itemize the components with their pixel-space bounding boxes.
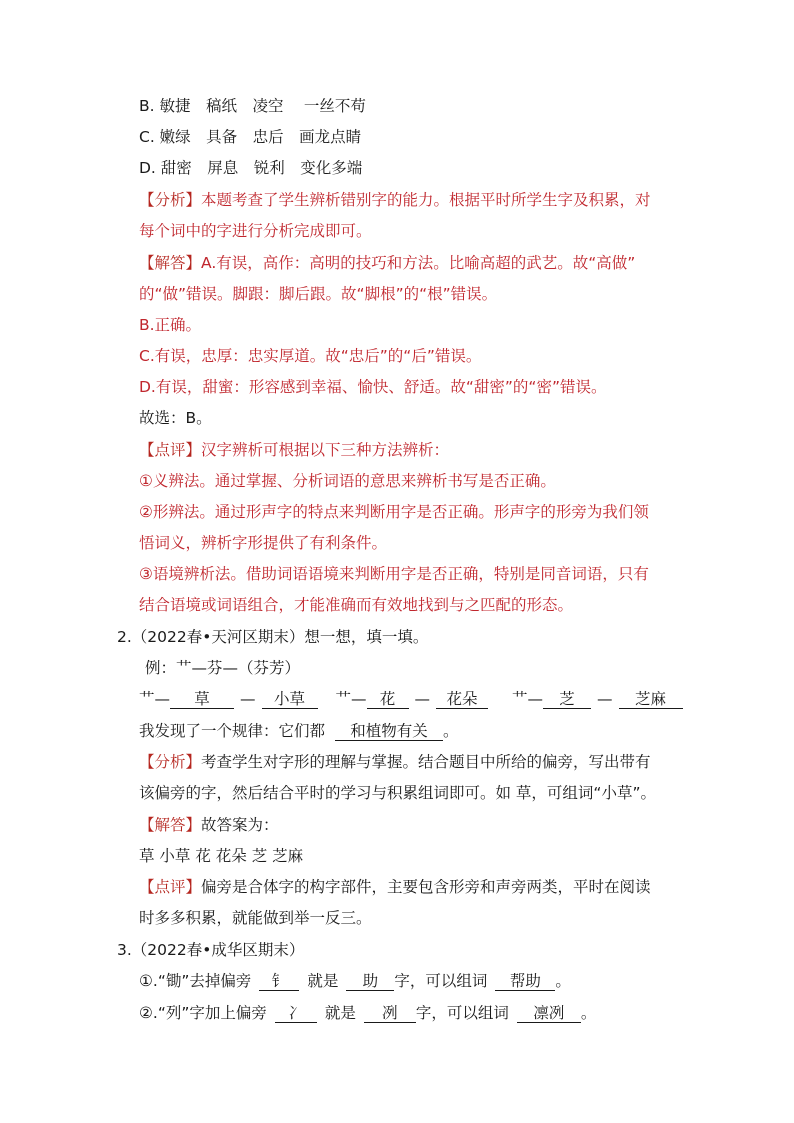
- answer-text-5: D.有误，甜蜜：形容感到幸福、愉快、舒适。故“甜密”的“密”错误。: [139, 378, 607, 396]
- radical-cao-2: 艹—: [335, 690, 367, 708]
- analysis-text: 本题考查了学生辨析错别字的能力。根据平时所学生字及积累，对: [201, 191, 651, 209]
- q2-answer-list: 草 小草 花 花朵 芝 芝麻: [139, 847, 304, 865]
- q2-answer-text: 故答案为：: [201, 816, 279, 834]
- q3-s2-blank-word: 凛冽: [517, 1004, 581, 1023]
- rule-prefix: 我发现了一个规律：它们都: [139, 722, 326, 740]
- dash-2: —: [414, 690, 431, 708]
- q3-s1-end: 。: [555, 972, 571, 990]
- answer-text-2: 的“做”错误。脚跟：脚后跟。故“脚根”的“根”错误。: [139, 285, 498, 303]
- q3-s2-prefix: ②.“列”字加上偏旁: [139, 1004, 267, 1022]
- q2-analysis-tag: 【分析】: [139, 753, 202, 771]
- q2-comment-tag: 【点评】: [139, 878, 202, 896]
- q3-s1-blank-word: 帮助: [495, 972, 555, 991]
- q2-comment-text-2: 时多多积累，就能做到举一反三。: [139, 909, 372, 927]
- dash-1: —: [240, 690, 256, 708]
- radical-cao-1: 艹—: [139, 690, 171, 708]
- dash-3: —: [597, 690, 613, 708]
- blank-word-2: 花朵: [436, 690, 488, 709]
- q3-sentence-1: [139, 971, 571, 991]
- blank-char-2: 花: [367, 690, 409, 709]
- option-c: C. 嫩绿 具备 忠后 画龙点睛: [139, 128, 362, 146]
- q2-analysis-text: 考查学生对字形的理解与掌握。结合题目中所给的偏旁，写出带有: [201, 753, 651, 771]
- q2-answer-block: [139, 815, 279, 835]
- q3-s1-blank-char: 助: [346, 972, 394, 991]
- q3-s2-end: 。: [580, 1004, 597, 1022]
- option-b: B. 敏捷 稿纸 凌空 一丝不苟: [139, 97, 366, 115]
- comment-text-6: 结合语境或词语组合，才能准确而有效地找到与之匹配的形态。: [139, 596, 574, 614]
- question-2-title: 2.（2022春•天河区期末）想一想，填一填。: [117, 628, 429, 646]
- q2-answer-tag: 【解答】: [139, 816, 202, 834]
- answer-choice: 故选：B。: [139, 409, 212, 427]
- blank-word-3: 芝麻: [619, 690, 683, 709]
- analysis-text-2: 每个词中的字进行分析完成即可。: [139, 222, 372, 240]
- comment-block: [139, 440, 449, 460]
- analysis-tag: 【分析】: [139, 191, 202, 209]
- question-3-title: 3.（2022春•成华区期末）: [117, 941, 305, 959]
- rule-answer: 和植物有关: [335, 722, 443, 741]
- q3-s1-prefix: ①.“锄”去掉偏旁: [139, 972, 252, 990]
- comment-text-3: ②形辨法。通过形声字的特点来判断用字是否正确。形声字的形旁为我们领: [139, 503, 649, 521]
- analysis-block: [139, 190, 651, 210]
- blank-char-3: 芝: [543, 690, 591, 709]
- comment-text-5: ③语境辨析法。借助词语语境来判断用字是否正确，特别是同音词语，只有: [139, 565, 649, 583]
- q3-s1-blank-radical: 钅: [259, 972, 299, 991]
- q3-sentence-2: [139, 1003, 596, 1023]
- q3-s1-mid: 就是: [307, 972, 339, 990]
- q3-s2-mid: 就是: [324, 1004, 356, 1022]
- comment-tag: 【点评】: [139, 441, 202, 459]
- q2-comment-block: [139, 877, 651, 897]
- question-2-fill-row: [139, 689, 683, 709]
- comment-text-4: 悟词义，辨析字形提供了有利条件。: [139, 534, 388, 552]
- q3-s2-blank-char: 冽: [364, 1004, 416, 1023]
- answer-text: A.有误，高作：高明的技巧和方法。比喻高超的武艺。故“高做”: [201, 254, 636, 272]
- option-d: D. 甜密 屏息 锐利 变化多端: [139, 159, 363, 177]
- blank-word-1: 小草: [262, 690, 318, 709]
- blank-char-1: 草: [170, 690, 234, 709]
- question-2-example: 例：艹—芬—（芬芳）: [145, 659, 301, 677]
- q3-s1-mid2: 字，可以组词: [394, 972, 488, 990]
- rule-line: [139, 721, 459, 741]
- q3-s2-blank-radical: 冫: [275, 1004, 317, 1023]
- answer-block: [139, 253, 635, 273]
- answer-text-4: C.有误，忠厚：忠实厚道。故“忠后”的“后”错误。: [139, 347, 482, 365]
- rule-suffix: 。: [443, 722, 459, 740]
- comment-text-2: ①义辨法。通过掌握、分析词语的意思来辨析书写是否正确。: [139, 472, 556, 490]
- q2-analysis-text-2: 该偏旁的字，然后结合平时的学习与积累组词即可。如 草，可组词“小草”。: [139, 784, 656, 802]
- q2-analysis-block: [139, 752, 651, 772]
- radical-cao-3: 艹—: [512, 690, 544, 708]
- comment-text: 汉字辨析可根据以下三种方法辨析：: [201, 441, 450, 459]
- q3-s2-mid2: 字，可以组词: [415, 1004, 509, 1022]
- answer-text-3: B.正确。: [139, 316, 202, 334]
- q2-comment-text: 偏旁是合体字的构字部件，主要包含形旁和声旁两类，平时在阅读: [201, 878, 651, 896]
- answer-tag: 【解答】: [139, 254, 202, 272]
